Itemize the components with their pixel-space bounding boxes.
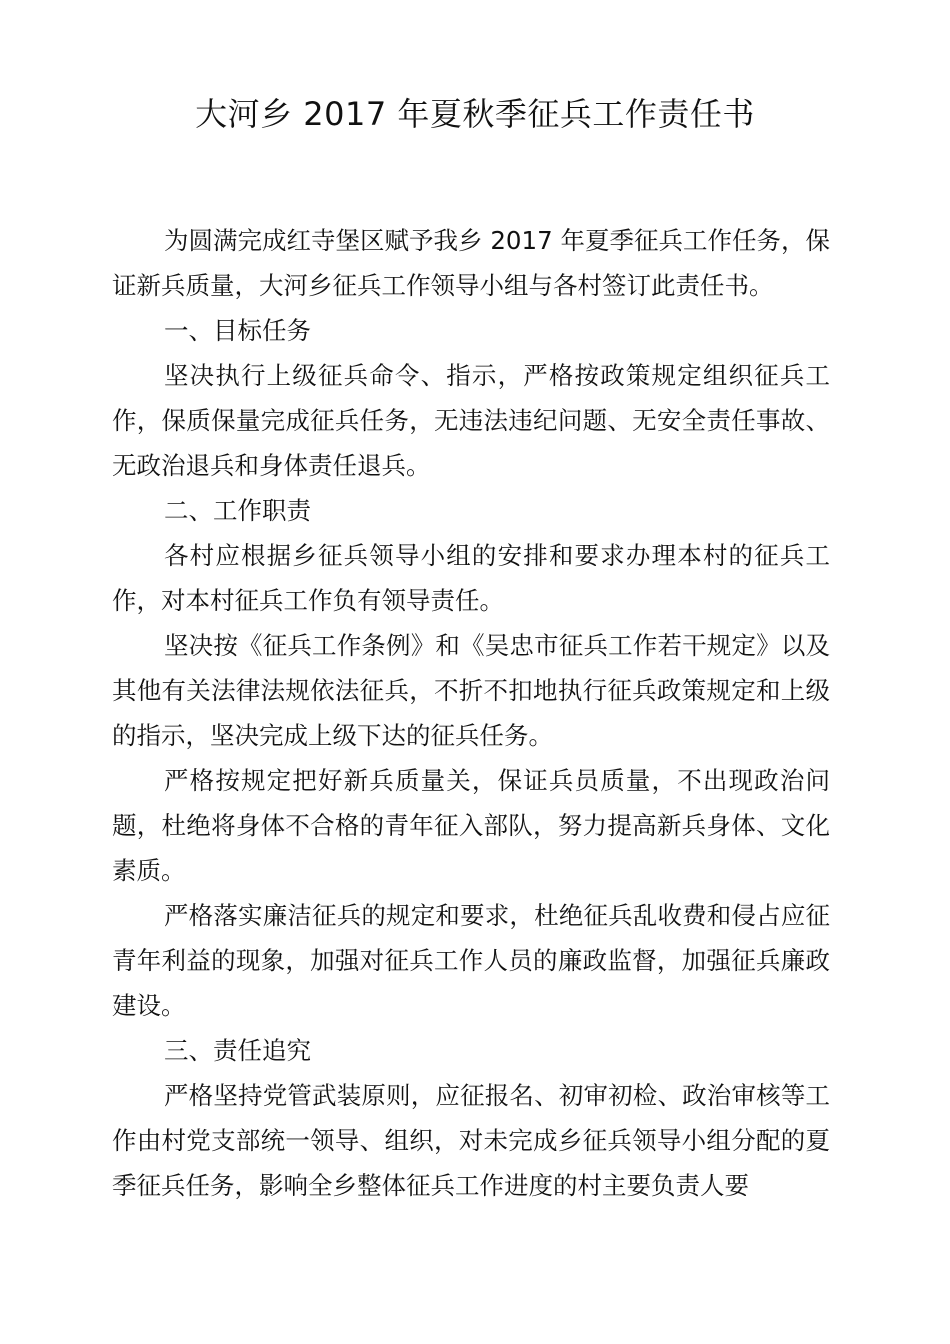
paragraph-accountability: 严格坚持党管武装原则，应征报名、初审初检、政治审核等工作由村党支部统一领导、组织，对未完成乡征兵领导小组分配的夏季征兵任务，影响全乡整体征兵工作进度的村主要负责人要 xyxy=(112,1081,830,1200)
section-heading-goals: 一、目标任务 xyxy=(164,316,311,345)
paragraph-duties-3: 严格按规定把好新兵质量关，保证兵员质量，不出现政治问题，杜绝将身体不合格的青年征入部队，努力提高新兵身体、文化素质。 xyxy=(112,766,830,885)
section-heading-accountability: 三、责任追究 xyxy=(164,1036,311,1065)
document-title: 大河乡 2017 年夏秋季征兵工作责任书 xyxy=(195,95,755,133)
paragraph-intro: 为圆满完成红寺堡区赋予我乡 2017 年夏季征兵工作任务，保证新兵质量，大河乡征兵工作领导小组与各村签订此责任书。 xyxy=(112,226,830,300)
document-body xyxy=(112,218,830,1208)
paragraph-duties-2: 坚决按《征兵工作条例》和《吴忠市征兵工作若干规定》以及其他有关法律法规依法征兵，不折不扣地执行征兵政策规定和上级的指示，坚决完成上级下达的征兵任务。 xyxy=(112,631,830,750)
paragraph-duties-4: 严格落实廉洁征兵的规定和要求，杜绝征兵乱收费和侵占应征青年利益的现象，加强对征兵工作人员的廉政监督，加强征兵廉政建设。 xyxy=(112,901,830,1020)
paragraph-duties-1: 各村应根据乡征兵领导小组的安排和要求办理本村的征兵工作，对本村征兵工作负有领导责任。 xyxy=(112,541,830,615)
paragraph-goals: 坚决执行上级征兵命令、指示，严格按政策规定组织征兵工作，保质保量完成征兵任务，无违法违纪问题、无安全责任事故、无政治退兵和身体责任退兵。 xyxy=(112,361,830,480)
section-heading-duties: 二、工作职责 xyxy=(164,496,311,525)
